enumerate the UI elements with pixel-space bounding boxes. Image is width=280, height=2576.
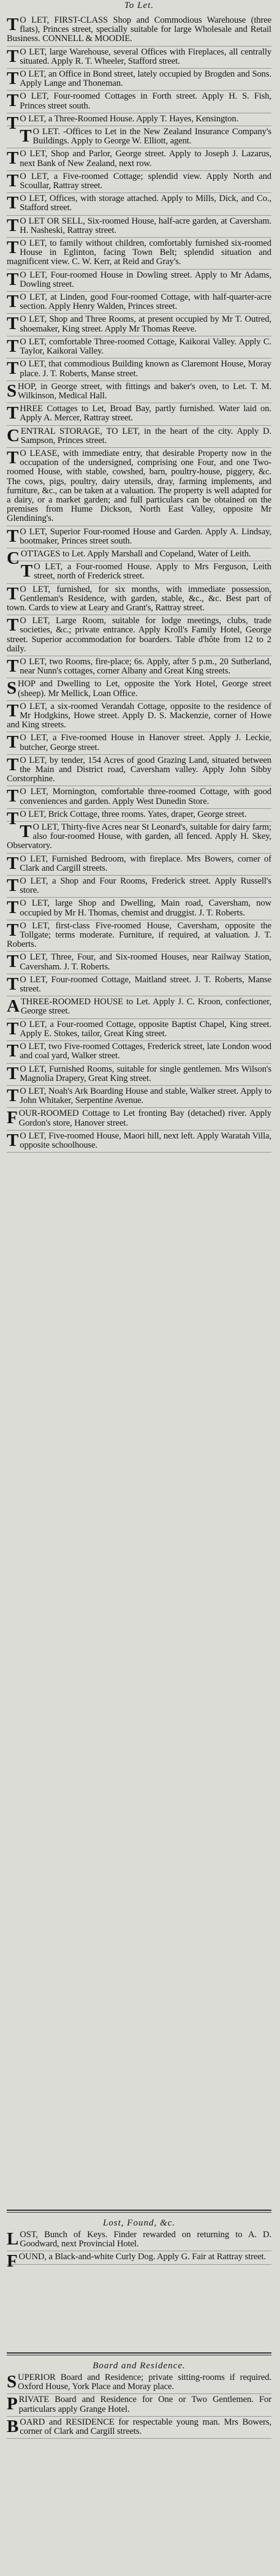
classified-ad: BOARD and RESIDENCE for respectable young man. Mrs Bowers, corner of Clark and Cargill streets. — [7, 2417, 271, 2439]
classified-ad: TO LET, a six-roomed Verandah Cottage, opposite to the residence of Mr Hodgkins, Howe street. Apply D. S. Mackenzie, corner of Howe and King streets. — [7, 701, 271, 733]
classified-ad: TO LET, Four-roomed Cottages in Forth street. Apply H. S. Fish, Princes street south. — [7, 91, 271, 113]
classified-ad: THREE Cottages to Let, Broad Bay, partly furnished. Water laid on. Apply A. Mercer, Rattray street. — [7, 403, 271, 425]
classified-ad: PRIVATE Board and Residence for One or Two Gentlemen. For particulars apply Grange Hotel. — [7, 2394, 271, 2416]
classified-ad: TO LET, Three, Four, and Six-roomed Houses, near Railway Station, Caversham. J. T. Roberts. — [7, 952, 271, 974]
classified-ad: TO LET, Furnished Bedroom, with fireplace. Mrs Bowers, corner of Clark and Cargill streets. — [7, 854, 271, 876]
classified-ad: TO LET, a Three-Roomed House. Apply T. Hayes, Kensington. — [7, 113, 271, 126]
classified-ad: TO LET, large Warehouse, several Offices with Fireplaces, all centrally situated. Apply R. T. Wheeler, Stafford street. — [7, 47, 271, 69]
section-divider — [7, 2352, 271, 2355]
classified-ad: TO LET, Brick Cottage, three rooms. Yates, draper, George street. — [7, 809, 271, 822]
classified-ad: TO LET, Five-roomed House, Maori hill, next left. Apply Waratah Villa, opposite schoolhouse. — [7, 1131, 271, 1153]
classified-ad: TO LET, by tender, 154 Acres of good Grazing Land, situated between the Main and District road, Caversham valley. Apply John Sibby Corstorphine. — [7, 755, 271, 787]
ad-list — [7, 2229, 271, 2271]
classified-ad: TO LET, a Shop and Four Rooms, Frederick street. Apply Russell's store. — [7, 876, 271, 898]
classified-ad: TO LET, Four-roomed Cottage, Maitland street. J. T. Roberts, Manse street. — [7, 974, 271, 996]
board-residence-section — [7, 2360, 271, 2576]
classified-ad: TO LET OR SELL, Six-roomed House, half-acre garden, at Caversham. H. Nasheski, Rattray street. — [7, 216, 271, 238]
classified-ad: TO LET, FIRST-CLASS Shop and Commodious Warehouse (three flats), Princes street, specially suitable for large Wholesale and Retail Business. CONNELL & MOODIE. — [7, 15, 271, 47]
section-heading: Board and Residence. — [93, 2361, 186, 2371]
classified-ad: TO LET. -Offices to Let in the New Zealand Insurance Company's Buildings. Apply to George W. Elliott, agent. — [7, 126, 271, 148]
classified-ad: TO LET, Furnished Rooms, suitable for single gentlemen. Mrs Wilson's Magnolia Drapery, Great King street. — [7, 1064, 271, 1086]
classified-ad: TO LET, comfortable Three-roomed Cottage, Kaikorai Valley. Apply C. Taylor, Kaikorai Valley. — [7, 336, 271, 358]
classified-ad: SHOP and Dwelling to Let, opposite the York Hotel, George street (sheep). Mr Mellick, Loan Office. — [7, 678, 271, 700]
lost-found-section — [7, 2218, 271, 2349]
classified-ad: TO LET, Offices, with storage attached. Apply to Mills, Dick, and Co., Stafford street. — [7, 193, 271, 215]
classified-ad: TO LET, Four-roomed House in Dowling street. Apply to Mr Adams, Dowling street. — [7, 270, 271, 292]
ad-list — [7, 15, 271, 1153]
classified-ad: TO LET, a Four-roomed House. Apply to Mrs Ferguson, Leith street, north of Frederick street. — [7, 561, 271, 583]
classified-ad: TO LET, Large Room, suitable for lodge meetings, clubs, trade societies, &c.; private entrance. Apply Kroll's Family Hotel, George street. Superior accommodation for boarders. Table d'hôte from 12 to 2 daily. — [7, 615, 271, 656]
classified-ad: LOST, Bunch of Keys. Finder rewarded on returning to A. D. Goodward, next Provincial Hotel. — [7, 2229, 271, 2251]
classified-ad: TO LET, furnished, for six months, with immediate possession, Gentleman's Residence, with garden, stable, &c., &c. Best part of town. Cards to view at Leary and Grant's, Rattray street. — [7, 584, 271, 616]
classified-ad: TO LET, two Five-roomed Cottages, Frederick street, late London wood and coal yard, Walker street. — [7, 1041, 271, 1063]
classified-ad: TO LET, a Five-roomed House in Hanover street. Apply J. Leckie, butcher, George street. — [7, 732, 271, 754]
classified-ad: TO LET, two Rooms, fire-place; 6s. Apply, after 5 p.m., 20 Sutherland, near Nunn's cottages, corner Albany and Great King streets. — [7, 656, 271, 678]
classified-ad: TO LET, Noah's Ark Boarding House and stable, Walker street. Apply to John Whitaker, Serpentine Avenue. — [7, 1086, 271, 1108]
classified-ad: TO LET, a Five-roomed Cottage; splendid view. Apply North and Scoullar, Rattray street. — [7, 171, 271, 193]
classified-ad: FOUND, a Black-and-white Curly Dog. Apply G. Fair at Rattray street. — [7, 2251, 271, 2264]
classified-ad: TO LET, an Office in Bond street, lately occupied by Brogden and Sons. Apply Lange and Thoneman. — [7, 69, 271, 91]
classified-ad: TO LET, Shop and Parlor, George street. Apply to Joseph J. Lazarus, next Bank of New Zealand, next row. — [7, 148, 271, 170]
classified-ad: TO LET, Mornington, comfortable three-roomed Cottage, with good conveniences and garden. Apply West Dunedin Store. — [7, 786, 271, 808]
classified-ad: TO LET, large Shop and Dwelling, Main road, Caversham, now occupied by Mr H. Thomas, chemist and druggist. J. T. Roberts. — [7, 898, 271, 920]
ad-list — [7, 2372, 271, 2439]
classified-ad: TO LET, at Linden, good Four-roomed Cottage, with half-quarter-acre section. Apply Henry Walden, Princes street. — [7, 292, 271, 314]
classified-ad: SUPERIOR Board and Residence; private sitting-rooms if required. Oxford House, York Place and Moray place. — [7, 2372, 271, 2394]
classified-ad: SHOP, in George street, with fittings and baker's oven, to Let. T. M. Wilkinson, Medical Hall. — [7, 381, 271, 403]
classified-ad: TO LEASE, with immediate entry, that desirable Property now in the occupation of the undersigned, comprising one Four, and one Two-roomed House, with stable, cowshed, barn, poultry-house, piggery, &c. The cows, pigs, poultry, dairy utensils, dray, farming implements, and furniture, &c., can be taken at a valuation. The property is well adapted for a dairy, or a market garden; and full particulars can be obtained on the premises from Hume Dickson, North East Valley, opposite Mr Glendining's. — [7, 448, 271, 526]
classified-ad: ATHREE-ROOMED HOUSE to Let. Apply J. C. Kroon, confectioner, George street. — [7, 996, 271, 1018]
classified-ad: COTTAGES to Let. Apply Marshall and Copeland, Water of Leith. — [7, 548, 271, 561]
classified-ad: FOUR-ROOMED Cottage to Let fronting Bay (detached) river. Apply Gordon's store, Hanover street. — [7, 1108, 271, 1130]
to-let-section — [7, 0, 271, 2206]
classified-ad: TO LET, first-class Five-roomed House, Caversham, opposite the Tollgate; terms moderate. Furniture, if required, at valuation. J. T. Roberts. — [7, 920, 271, 952]
section-heading: Lost, Found, &c. — [102, 2218, 176, 2228]
classified-ad: TO LET, that commodious Building known as Claremont House, Moray place. J. T. Roberts, Manse street. — [7, 358, 271, 381]
section-divider — [7, 2210, 271, 2213]
classified-ad: TO LET, Superior Four-roomed House and Garden. Apply A. Lindsay, bootmaker, Princes street south. — [7, 526, 271, 548]
classified-ad: TO LET, Thirty-five Acres near St Leonard's, suitable for dairy farm; also four-roomed House, with garden, all fenced. Apply H. Skey, Observatory. — [7, 822, 271, 854]
classified-ad: CENTRAL STORAGE, TO LET, in the heart of the city. Apply D. Sampson, Princes street. — [7, 426, 271, 448]
classified-ad: TO LET, to family without children, comfortably furnished six-roomed House in Eglinton, facing Town Belt; splendid situation and magnificent view. C. W. Kerr, at Reid and Gray's. — [7, 238, 271, 270]
classified-ad: TO LET, Shop and Three Rooms, at present occupied by Mr T. Outred, shoemaker, King street. Apply Mr Thomas Reeve. — [7, 314, 271, 336]
classified-ad: TO LET, a Four-roomed Cottage, opposite Baptist Chapel, King street. Apply E. Stokes, tailor, Great King street. — [7, 1019, 271, 1041]
section-heading: To Let. — [124, 1, 154, 10]
